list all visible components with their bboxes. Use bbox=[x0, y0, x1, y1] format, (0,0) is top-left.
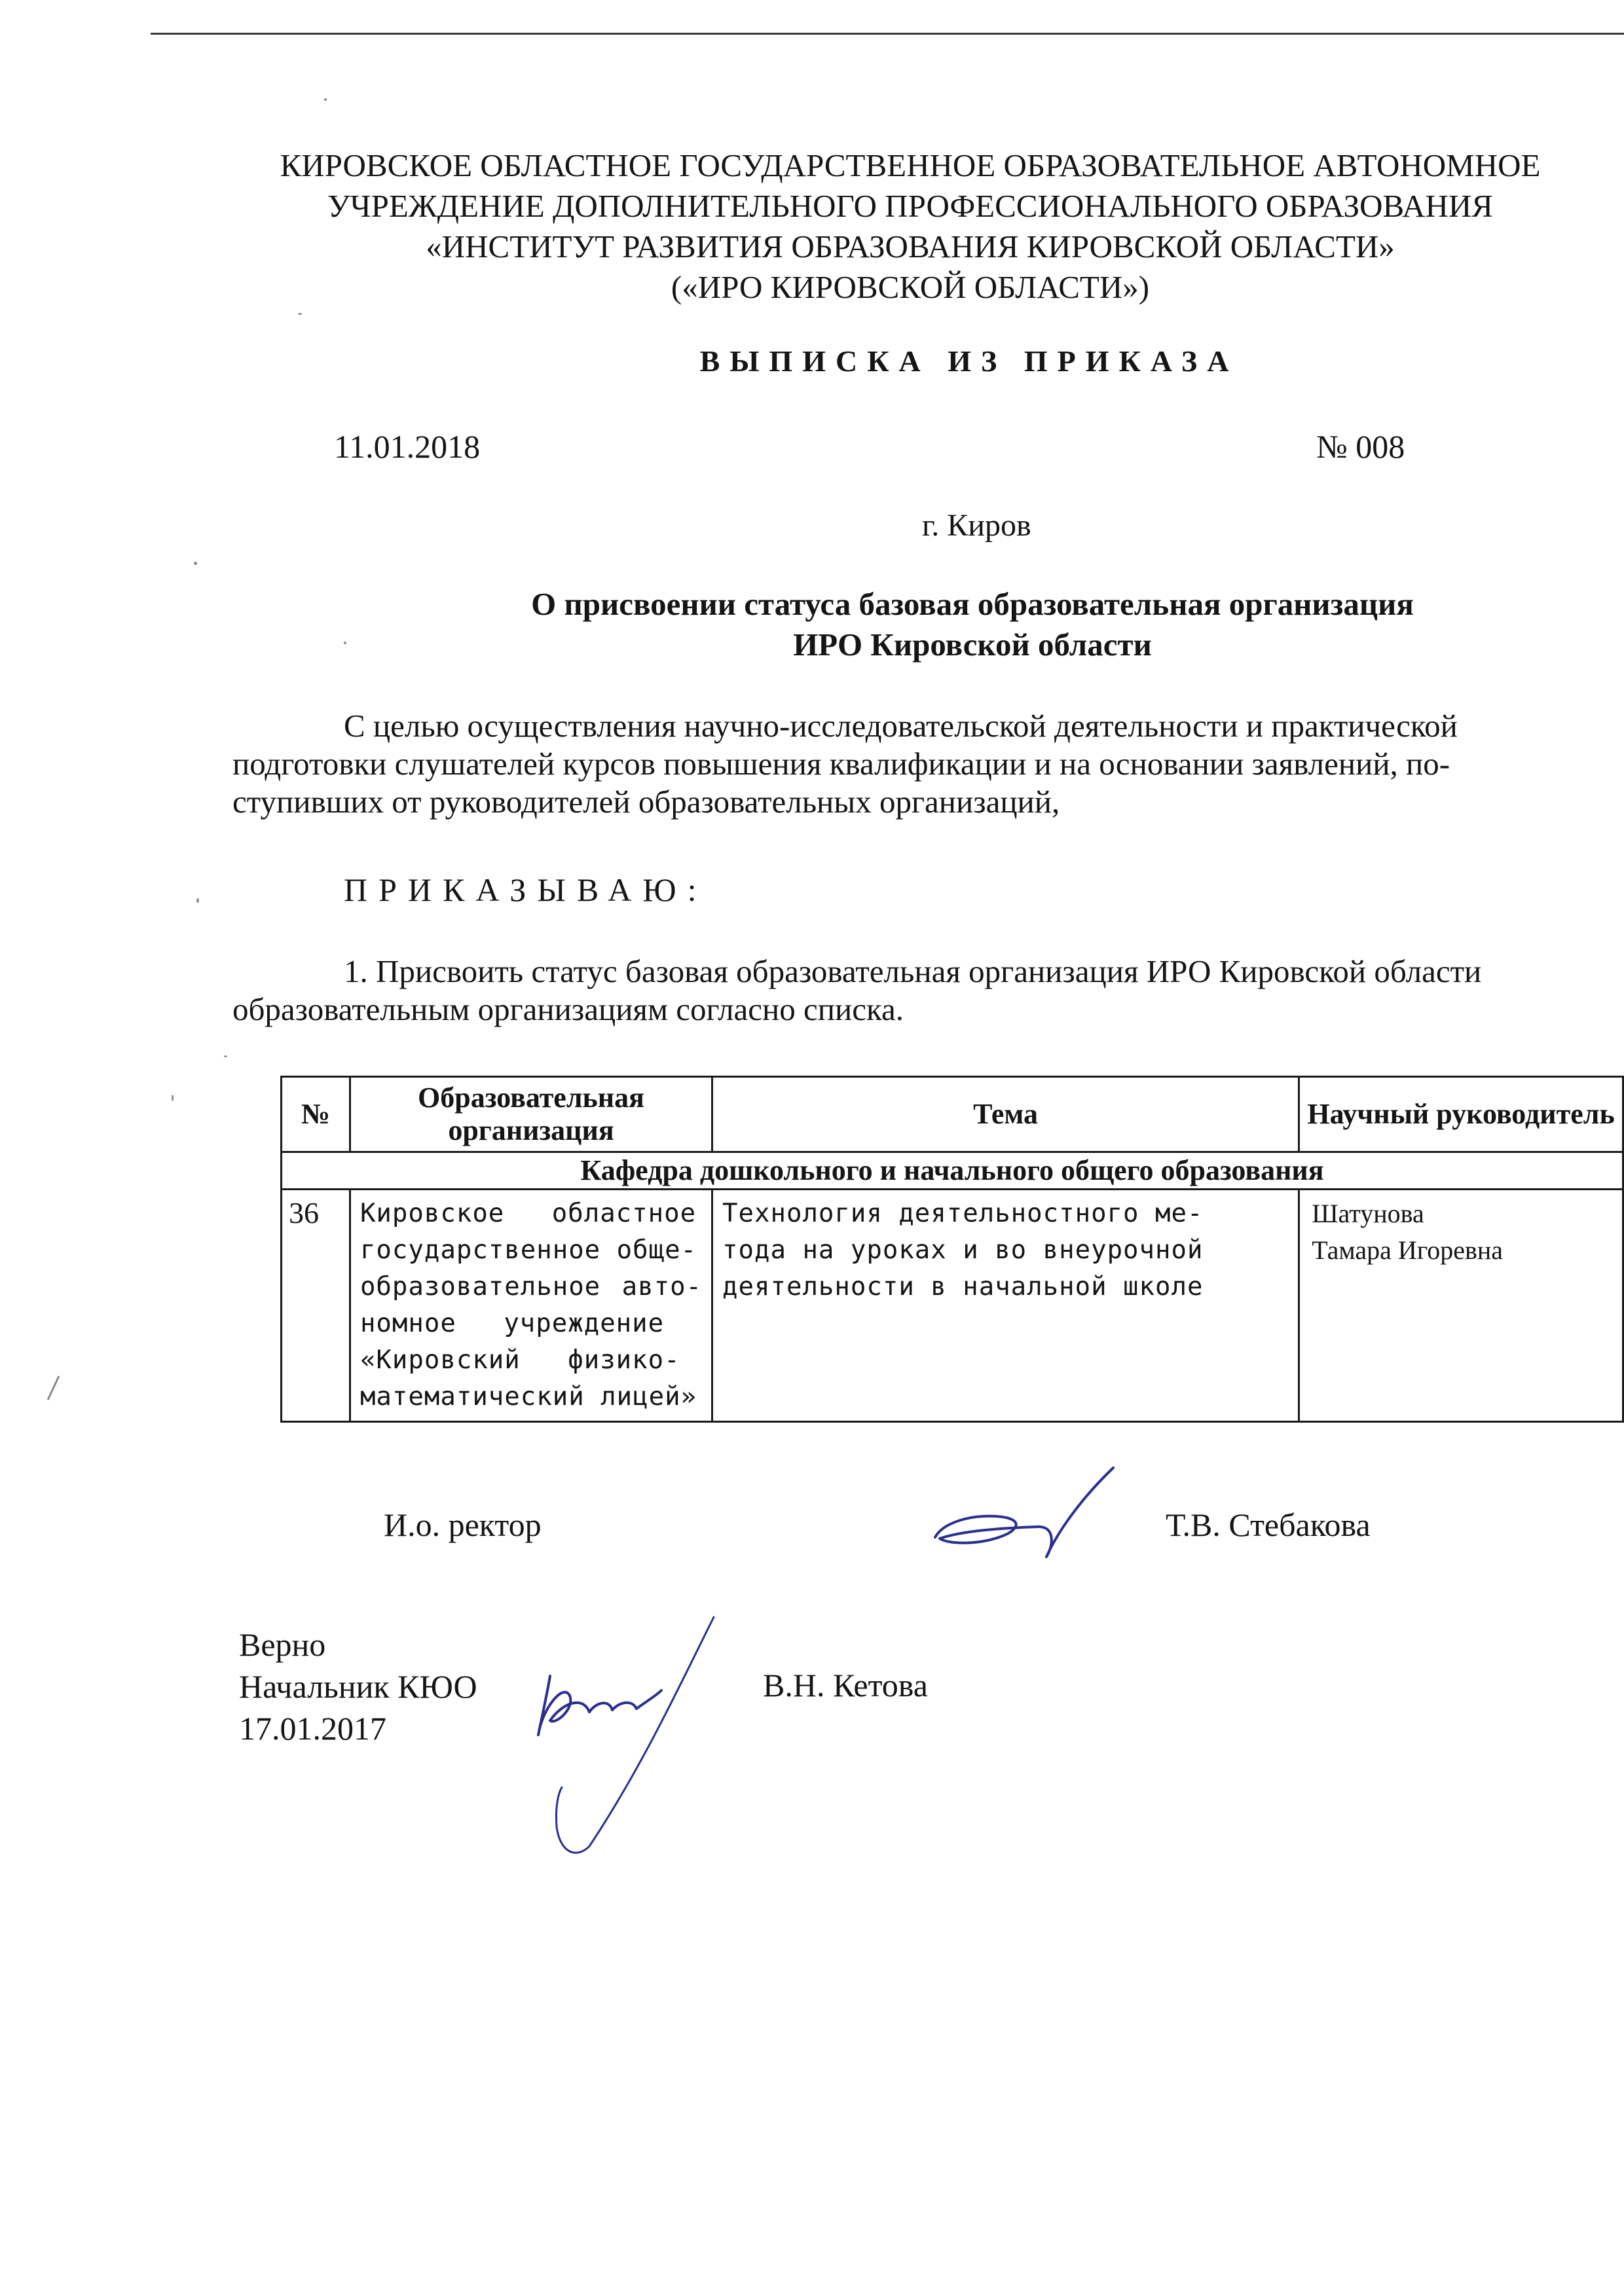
item-line: образовательным организациям согласно списка. bbox=[232, 991, 904, 1027]
org-cell-line: государственное обще- bbox=[360, 1235, 697, 1265]
supervisor-cell-line: Шатунова bbox=[1312, 1199, 1424, 1228]
order-date: 11.01.2018 bbox=[334, 428, 481, 465]
org-line: «ИНСТИТУТ РАЗВИТИЯ ОБРАЗОВАНИЯ КИРОВСКОЙ ОБЛАСТИ» bbox=[426, 228, 1395, 264]
header-num: № bbox=[282, 1077, 350, 1152]
table-header-row bbox=[282, 1077, 1623, 1152]
rector-title: И.о. ректор bbox=[384, 1506, 542, 1543]
org-cell-line: Кировское областное bbox=[360, 1199, 697, 1228]
order-word: ПРИКАЗЫВАЮ: bbox=[344, 871, 708, 908]
topic-cell-line: Технология деятельностного ме- bbox=[722, 1199, 1204, 1228]
row-org bbox=[350, 1190, 712, 1422]
department-row bbox=[282, 1152, 1623, 1190]
scan-speck bbox=[324, 98, 327, 101]
certifier-signature bbox=[485, 1604, 747, 1859]
rector-name: Т.В. Стебакова bbox=[1166, 1506, 1371, 1543]
row-supervisor bbox=[1299, 1190, 1623, 1422]
org-line: КИРОВСКОЕ ОБЛАСТНОЕ ГОСУДАРСТВЕННОЕ ОБРАЗОВАТЕЛЬНОЕ АВТОНОМНОЕ bbox=[280, 147, 1541, 183]
signature-stroke bbox=[556, 1617, 714, 1853]
row-topic bbox=[712, 1190, 1299, 1422]
table-row bbox=[282, 1190, 1623, 1422]
order-number: № 008 bbox=[1316, 428, 1405, 465]
org-cell-line: математический лицей» bbox=[360, 1382, 697, 1412]
preamble-paragraph bbox=[232, 707, 1624, 821]
topic-cell-line: деятельности в начальной школе bbox=[722, 1272, 1204, 1302]
order-city: г. Киров bbox=[922, 508, 1031, 543]
org-cell-line: номное учреждение bbox=[360, 1309, 665, 1338]
row-num: 36 bbox=[282, 1190, 350, 1422]
item-1-paragraph bbox=[232, 953, 1624, 1029]
header-supervisor: Научный руководитель bbox=[1299, 1077, 1623, 1152]
certify-line: Начальник КЮО bbox=[239, 1668, 477, 1705]
certify-line: Верно bbox=[239, 1626, 326, 1663]
scan-speck bbox=[224, 1055, 227, 1057]
scan-speck bbox=[194, 562, 197, 565]
preamble-line: подготовки слушателей курсов повышения квалификации и на основании заявлений, по- bbox=[232, 746, 1450, 782]
signature-stroke bbox=[538, 1676, 661, 1735]
signature-stroke bbox=[935, 1468, 1113, 1557]
scan-speck bbox=[298, 313, 302, 315]
certification-block bbox=[239, 1624, 477, 1749]
org-cell-line: «Кировский физико- bbox=[360, 1345, 680, 1375]
department-name: Кафедра дошкольного и начального общего образования bbox=[282, 1152, 1623, 1190]
organization-header bbox=[196, 145, 1624, 308]
document-title: ВЫПИСКА ИЗ ПРИКАЗА bbox=[699, 344, 1239, 378]
subject-line: О присвоении статуса базовая образовательная организация bbox=[531, 586, 1414, 622]
organizations-table bbox=[280, 1076, 1624, 1423]
scan-edge-line bbox=[151, 33, 1624, 35]
rector-signature bbox=[923, 1460, 1139, 1565]
header-topic: Тема bbox=[712, 1077, 1299, 1152]
org-line: УЧРЕЖДЕНИЕ ДОПОЛНИТЕЛЬНОГО ПРОФЕССИОНАЛЬНОГО ОБРАЗОВАНИЯ bbox=[327, 188, 1493, 224]
scan-speck bbox=[172, 1095, 174, 1101]
item-line: 1. Присвоить статус базовая образовательная организация ИРО Кировской области bbox=[344, 953, 1482, 989]
certify-line: 17.01.2017 bbox=[239, 1710, 386, 1747]
preamble-line: ступивших от руководителей образовательных организаций, bbox=[232, 784, 1060, 820]
org-cell-line: образовательное авто- bbox=[360, 1272, 703, 1302]
header-org: Образовательная организация bbox=[350, 1077, 712, 1152]
order-subject bbox=[393, 584, 1552, 665]
subject-line: ИРО Кировской области bbox=[793, 627, 1152, 663]
scan-speck bbox=[47, 1376, 60, 1400]
certifier-name: В.Н. Кетова bbox=[763, 1667, 928, 1704]
topic-cell-line: тода на уроках и во внеурочной bbox=[722, 1235, 1204, 1265]
scan-speck bbox=[196, 898, 199, 903]
supervisor-cell-line: Тамара Игоревна bbox=[1312, 1235, 1504, 1265]
preamble-line: С целью осуществления научно-исследовательской деятельности и практической bbox=[344, 708, 1458, 744]
scan-speck bbox=[344, 642, 346, 644]
org-line: («ИРО КИРОВСКОЙ ОБЛАСТИ») bbox=[671, 269, 1150, 305]
